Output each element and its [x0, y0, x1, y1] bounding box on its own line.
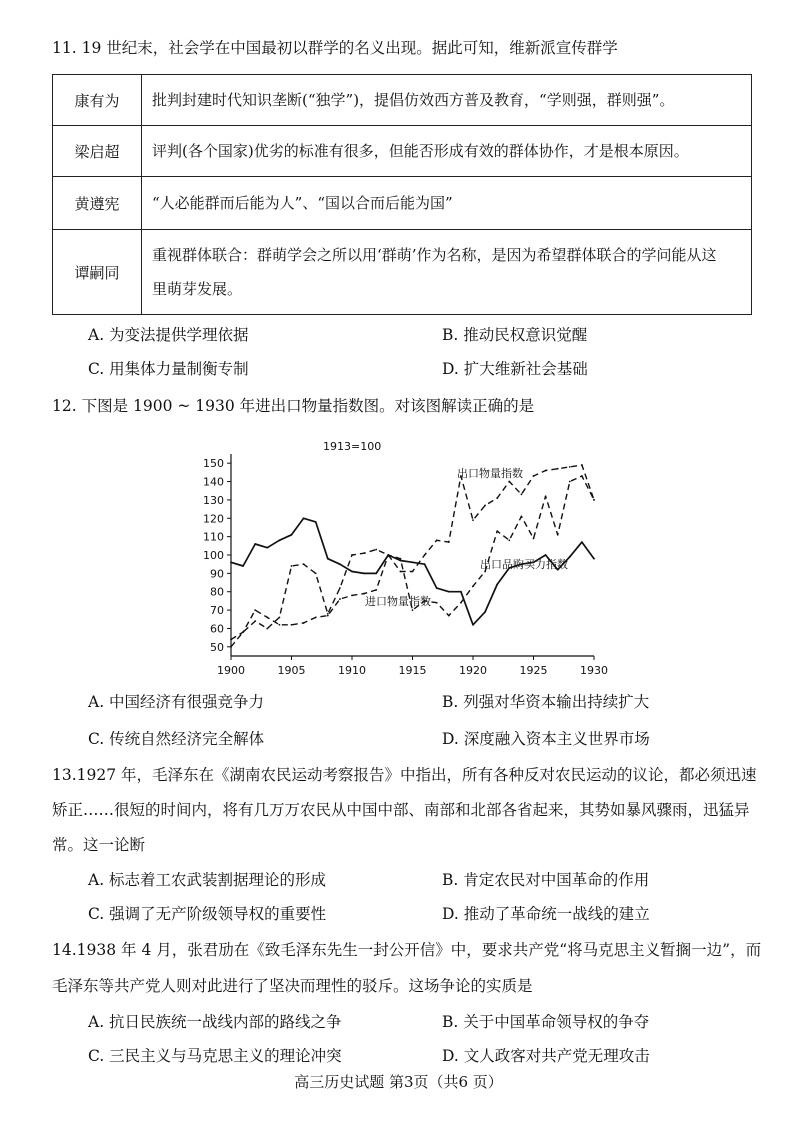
y-tick-label: 80 [210, 585, 224, 599]
y-tick-label: 110 [203, 530, 224, 544]
q13-stem-line2: 矫正……很短的时间内，将有几万万农民从中国中部、南部和北部各省起来，其势如暴风骤雨，迅猛异 [52, 801, 750, 819]
series-point [533, 538, 535, 540]
q13-stem-line3: 常。这一论断 [52, 836, 146, 854]
label-export-volume: 出口物量指数 [457, 467, 523, 480]
q12-option-a[interactable]: A. 中国经济有很强竞争力 [88, 693, 265, 711]
q11-option-d[interactable]: D. 扩大维新社会基础 [442, 360, 588, 378]
series-point [387, 554, 389, 556]
series-point [593, 558, 595, 560]
table-text-cell: “人必能群而后能为人”、“国以合而后能为国” [142, 177, 752, 230]
series-point [291, 565, 293, 567]
series-point [279, 539, 281, 541]
table-row [53, 126, 752, 177]
series-point [593, 499, 595, 501]
series-point [472, 585, 474, 587]
table-row [53, 75, 752, 126]
series-point [315, 617, 317, 619]
series-point [266, 547, 268, 549]
series-point [242, 565, 244, 567]
y-tick-label: 130 [203, 493, 224, 507]
series-point [351, 554, 353, 556]
series-point [303, 563, 305, 565]
series-point [484, 611, 486, 613]
series-point [569, 556, 571, 558]
series-point [375, 572, 377, 574]
series-point [363, 572, 365, 574]
y-tick-label: 140 [203, 475, 224, 489]
q13-option-d[interactable]: D. 推动了革命统一战线的建立 [442, 905, 650, 923]
q13-option-c[interactable]: C. 强调了无产阶级领导权的重要性 [88, 905, 327, 923]
q13-option-a[interactable]: A. 标志着工农武装割据理论的形成 [88, 871, 327, 889]
q12-option-b[interactable]: B. 列强对华资本输出持续扩大 [442, 693, 650, 711]
table-name-cell: 黄遵宪 [53, 177, 142, 230]
series-point [424, 554, 426, 556]
q14-option-c[interactable]: C. 三民主义与马克思主义的理论冲突 [88, 1047, 342, 1065]
x-tick-label: 1910 [338, 664, 366, 677]
series-point [424, 563, 426, 565]
series-point [303, 622, 305, 624]
y-tick-label: 120 [203, 512, 224, 526]
q14-option-a[interactable]: A. 抗日民族统一战线内部的路线之争 [88, 1013, 342, 1031]
series-point [460, 602, 462, 604]
y-tick-label: 50 [210, 640, 224, 654]
series-point [472, 624, 474, 626]
x-tick-label: 1900 [217, 664, 245, 677]
q14-stem-line1: 14.1938 年 4 月，张君劢在《致毛泽东先生一封公开信》中，要求共产党“将马克思主义暂搁一边”，而 [52, 941, 762, 959]
q11-table [52, 74, 752, 315]
series-point [545, 495, 547, 497]
series-point [327, 613, 329, 615]
table-text-cell [142, 230, 752, 315]
series-point [339, 563, 341, 565]
q14-stem-line2: 毛泽东等共产党人则对此进行了坚决而理性的驳斥。这场争论的实质是 [52, 977, 533, 995]
series-point [351, 595, 353, 597]
series-point [521, 516, 523, 518]
series-point [230, 561, 232, 563]
table-text-line: 里萌芽发展。 [152, 280, 243, 298]
series-point [533, 475, 535, 477]
q12-option-c[interactable]: C. 传统自然经济完全解体 [88, 730, 265, 748]
series-point [581, 475, 583, 477]
q11-option-a[interactable]: A. 为变法提供学理依据 [88, 326, 249, 344]
y-tick-label: 60 [210, 622, 224, 636]
table-name-cell: 康有为 [53, 75, 142, 126]
page-footer: 高三历史试题 第3页（共6 页） [294, 1073, 503, 1091]
series-point [448, 615, 450, 617]
q14-option-b[interactable]: B. 关于中国革命领导权的争夺 [442, 1013, 650, 1031]
q11-option-c[interactable]: C. 用集体力量制衡专制 [88, 360, 249, 378]
series-point [375, 549, 377, 551]
series-point [363, 552, 365, 554]
chart-series [230, 464, 595, 648]
series-point [412, 571, 414, 573]
y-tick-label: 100 [203, 549, 224, 562]
series-point [303, 517, 305, 519]
series-point [339, 598, 341, 600]
series-point [351, 571, 353, 573]
y-tick-label: 70 [210, 604, 224, 618]
series-point [581, 541, 583, 543]
series-point [375, 589, 377, 591]
series-point [508, 539, 510, 541]
series-point [266, 617, 268, 619]
series-point [230, 639, 232, 641]
chart-title: 1913=100 [323, 440, 382, 453]
y-tick-label: 90 [210, 567, 224, 581]
table-name-cell: 谭嗣同 [53, 230, 142, 315]
x-tick-label: 1930 [580, 664, 608, 677]
table-row [53, 230, 752, 315]
q12-stem: 12. 下图是 1900 ~ 1930 年进出口物量指数图。对该图解读正确的是 [52, 397, 535, 415]
q13-option-b[interactable]: B. 肯定农民对中国革命的作用 [442, 871, 650, 889]
series-point [291, 624, 293, 626]
x-tick-label: 1920 [459, 664, 487, 677]
series-point [412, 609, 414, 611]
series-point [315, 572, 317, 574]
q12-chart [180, 428, 630, 678]
label-import-volume: 进口物量指数 [365, 595, 431, 608]
x-tick-label: 1925 [519, 664, 548, 677]
x-tick-label: 1915 [398, 664, 427, 677]
series-point [254, 543, 256, 545]
series-point [496, 530, 498, 532]
q14-option-d[interactable]: D. 文人政客对共产党无理攻击 [442, 1047, 650, 1065]
series-point [412, 561, 414, 563]
series-point [545, 554, 547, 556]
series-point [569, 466, 571, 468]
x-tick-label: 1905 [277, 664, 306, 677]
table-name-cell: 梁启超 [53, 126, 142, 177]
table-text-cell: 批判封建时代知识垄断(“独学”)，提倡仿效西方普及教育，“学则强，群则强”。 [142, 75, 752, 126]
series-point [436, 587, 438, 589]
series-point [496, 583, 498, 585]
series-point [400, 560, 402, 562]
series-point [327, 558, 329, 560]
series-point [581, 464, 583, 466]
series-point [230, 646, 232, 648]
series-point [436, 539, 438, 541]
y-tick-label: 150 [203, 457, 224, 471]
series-point [339, 587, 341, 589]
series-point [291, 534, 293, 536]
series-point [315, 521, 317, 523]
q11-stem: 11. 19 世纪末，社会学在中国最初以群学的名义出现。据此可知，维新派宣传群学 [52, 39, 618, 57]
series-point [448, 541, 450, 543]
series-point [436, 602, 438, 604]
series-line-1 [231, 465, 594, 647]
series-point [266, 628, 268, 630]
q13-stem-line1: 13.1927 年，毛泽东在《湖南农民运动考察报告》中指出，所有各种反对农民运动的议论，都必须迅速 [52, 766, 757, 784]
series-point [279, 624, 281, 626]
series-point [400, 571, 402, 573]
series-point [557, 468, 559, 470]
q12-option-d[interactable]: D. 深度融入资本主义世界市场 [442, 730, 650, 748]
chart-labels [323, 440, 568, 608]
series-point [545, 470, 547, 472]
series-point [569, 481, 571, 483]
series-point [508, 481, 510, 483]
table-text-line: 重视群体联合：群萌学会之所以用‘群萌’作为名称，是因为希望群体联合的学问能从这 [152, 246, 717, 264]
series-point [242, 631, 244, 633]
table-text-cell: 评判(各个国家)优劣的标准有很多，但能否形成有效的群体协作，才是根本原因。 [142, 126, 752, 177]
series-point [460, 591, 462, 593]
series-point [254, 609, 256, 611]
series-point [472, 519, 474, 521]
table-row [53, 177, 752, 230]
series-point [279, 617, 281, 619]
series-point [484, 505, 486, 507]
series-point [557, 534, 559, 536]
q11-option-b[interactable]: B. 推动民权意识觉醒 [442, 326, 588, 344]
series-point [448, 591, 450, 593]
series-point [254, 620, 256, 622]
series-point [327, 615, 329, 617]
series-point [496, 497, 498, 499]
series-point [521, 494, 523, 496]
label-purchasing-power: 出口品购买力指数 [480, 558, 568, 571]
